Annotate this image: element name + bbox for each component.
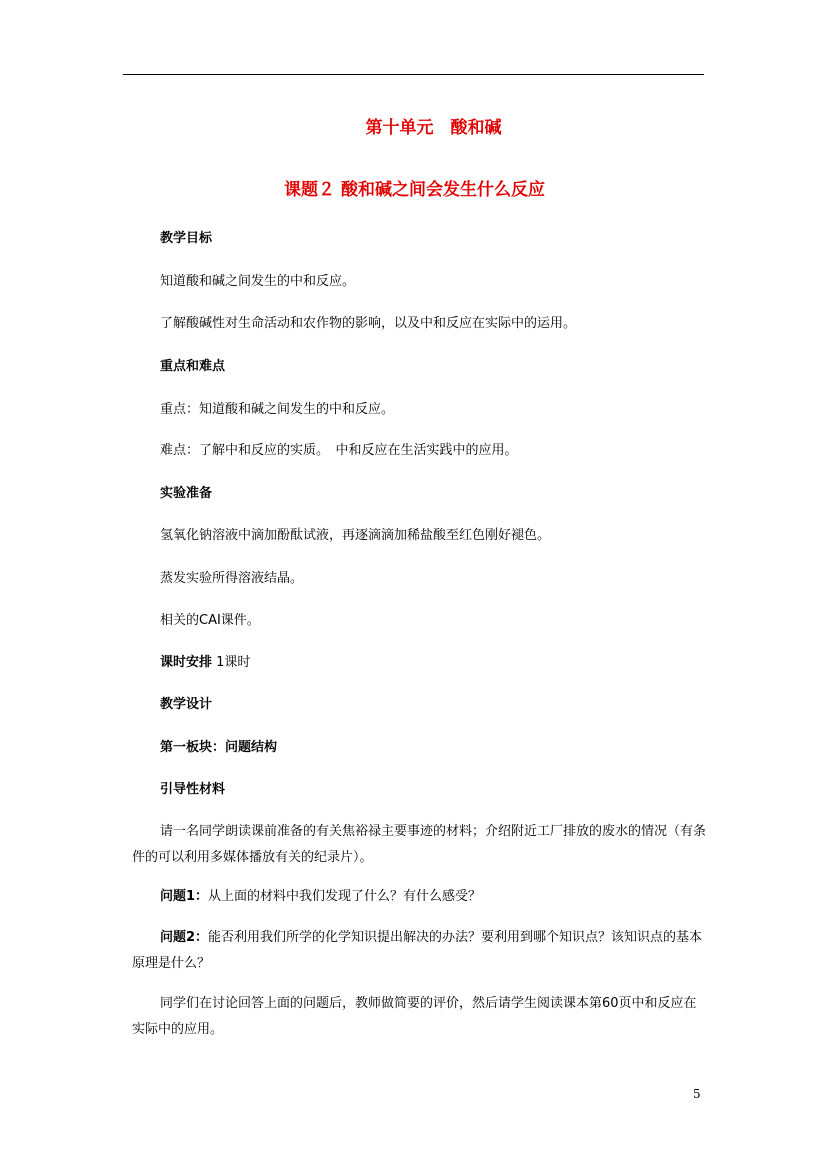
- lesson-title: 课题２ 酸和碱之间会发生什么反应: [284, 180, 545, 200]
- schedule-line: [160, 655, 250, 671]
- unit-title: 第十单元 酸和碱: [365, 118, 502, 138]
- objectives-heading: 教学目标: [160, 231, 213, 246]
- q2-label: 问题2：: [160, 930, 209, 945]
- objective-1: 知道酸和碱之间发生的中和反应。: [160, 274, 356, 289]
- block-heading: 第一板块：问题结构: [160, 740, 278, 755]
- question-1: [132, 884, 706, 910]
- material-heading: 引导性材料: [160, 782, 226, 797]
- q2-text: 能否利用我们所学的化学知识提出解决的办法？要利用到哪个知识点？该知识点的基本原理是什么？: [132, 930, 703, 971]
- objective-2: 了解酸碱性对生命活动和农作物的影响，以及中和反应在实际中的运用。: [160, 316, 577, 331]
- experiment-3: 相关的CAI课件。: [160, 613, 260, 628]
- difficulty: 难点：了解中和反应的实质。 中和反应在生活实践中的应用。: [160, 443, 518, 458]
- q1-label: 问题1：: [160, 889, 209, 904]
- keypoints-heading: 重点和难点: [160, 359, 226, 374]
- question-2: [132, 925, 706, 977]
- keypoint: 重点：知道酸和碱之间发生的中和反应。: [160, 402, 395, 417]
- material-text: 请一名同学朗读课前准备的有关焦裕禄主要事迹的材料；介绍附近工厂排放的废水的情况（有条件的可以利用多媒体播放有关的纪录片）。: [132, 824, 707, 865]
- experiment-2: 蒸发实验所得溶液结晶。: [160, 571, 304, 586]
- experiment-1: 氢氧化钠溶液中滴加酚酞试液，再逐滴滴加稀盐酸至红色刚好褪色。: [160, 528, 551, 543]
- q1-text: 从上面的材料中我们发现了什么？有什么感受？: [208, 889, 482, 904]
- closing-text: 同学们在讨论回答上面的问题后，教师做简要的评价，然后请学生阅读课本第60页中和反应在实际中的应用。: [132, 996, 697, 1037]
- header-rule: [123, 74, 704, 75]
- experiment-heading: 实验准备: [160, 486, 213, 501]
- page-number: 5: [693, 1087, 701, 1101]
- schedule-label: 课时安排: [160, 655, 213, 670]
- schedule-value: 1课时: [212, 655, 251, 670]
- design-heading: 教学设计: [160, 697, 213, 712]
